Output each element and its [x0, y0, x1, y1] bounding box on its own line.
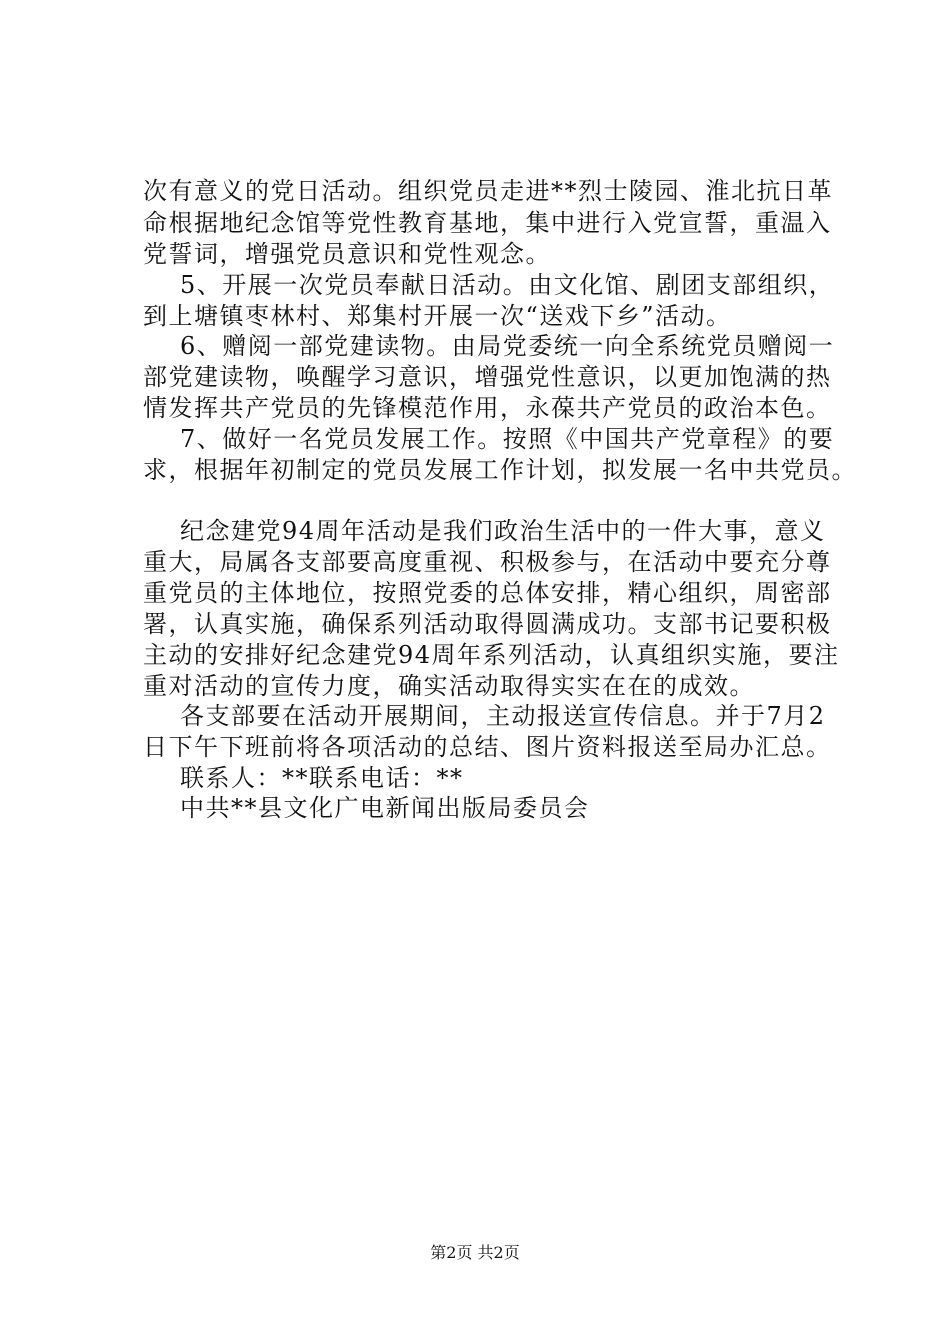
text-line: 重对活动的宣传力度，确实活动取得实实在在的成效。 [143, 672, 755, 700]
text-line: 5、开展一次党员奉献日活动。由文化馆、剧团支部组织， [180, 271, 835, 299]
contact-line: 联系人：**联系电话：** [180, 764, 464, 792]
text-line: 党誓词，增强党员意识和党性观念。 [143, 240, 551, 268]
signature-line: 中共**县文化广电新闻出版局委员会 [180, 794, 590, 822]
text-line: 重大，局属各支部要高度重视、积极参与，在活动中要充分尊 [143, 548, 832, 576]
text-line: 到上塘镇枣林村、郑集村开展一次“送戏下乡”活动。 [143, 302, 732, 330]
page-number: 第2页 共2页 [430, 1243, 520, 1262]
text-line: 署，认真实施，确保系列活动取得圆满成功。支部书记要积极 [143, 610, 832, 638]
text-line: 重党员的主体地位，按照党委的总体安排，精心组织，周密部 [143, 579, 832, 607]
text-line: 各支部要在活动开展期间，主动报送宣传信息。并于7月2 [180, 702, 826, 730]
text-line: 部党建读物，唤醒学习意识，增强党性意识，以更加饱满的热 [143, 363, 832, 391]
text-line: 命根据地纪念馆等党性教育基地，集中进行入党宣誓，重温入 [143, 209, 832, 237]
text-line: 纪念建党94周年活动是我们政治生活中的一件大事，意义 [180, 517, 826, 545]
text-line: 7、做好一名党员发展工作。按照《中国共产党章程》的要 [180, 425, 835, 453]
text-line: 日下午下班前将各项活动的总结、图片资料报送至局办汇总。 [143, 733, 832, 761]
text-line: 6、赠阅一部党建读物。由局党委统一向全系统党员赠阅一 [180, 332, 835, 360]
text-line: 主动的安排好纪念建党94周年系列活动，认真组织实施，要注 [143, 641, 840, 669]
text-line: 次有意义的党日活动。组织党员走进**烈士陵园、淮北抗日革 [143, 177, 833, 205]
text-line: 求，根据年初制定的党员发展工作计划，拟发展一名中共党员。 [143, 456, 857, 484]
text-line: 情发挥共产党员的先锋模范作用，永葆共产党员的政治本色。 [143, 394, 832, 422]
